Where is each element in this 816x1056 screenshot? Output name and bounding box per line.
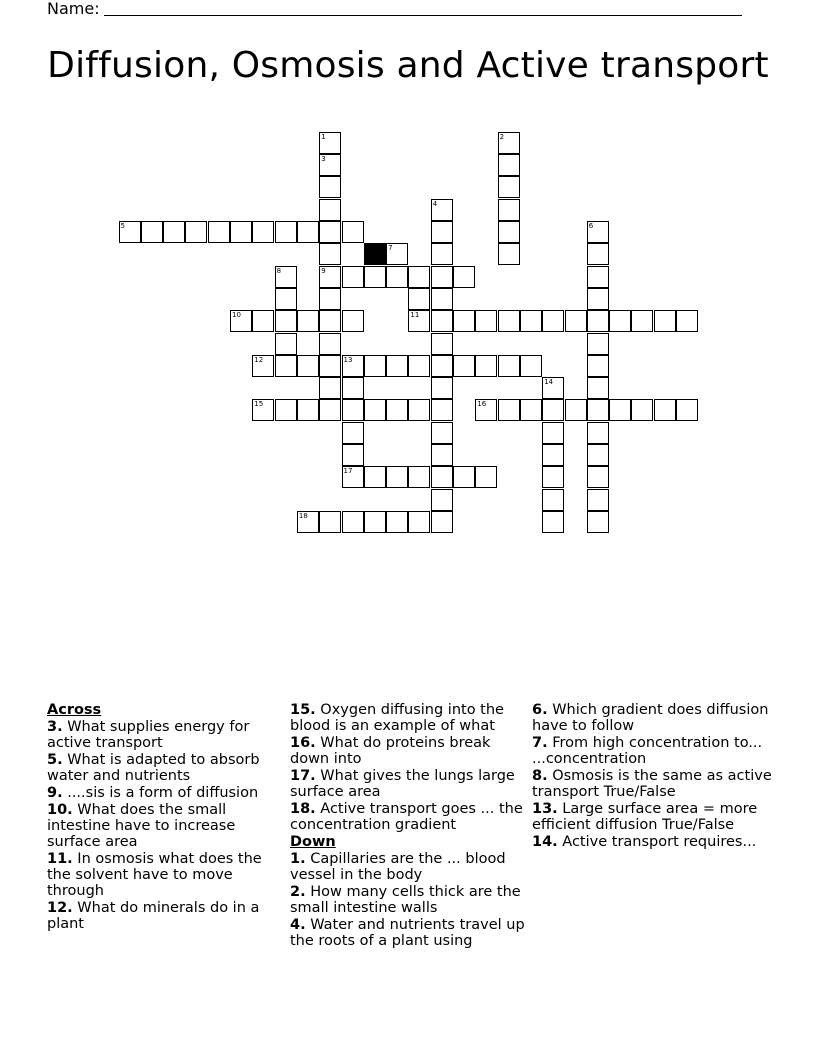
crossword-cell[interactable] [342,355,364,377]
across-clue [290,801,525,833]
crossword-cell[interactable] [297,355,319,377]
clue-text: What supplies energy for active transport [47,719,250,751]
clue-number: 4 [432,199,438,208]
crossword-cell[interactable] [654,399,676,421]
clue-text: Osmosis is the same as active transport True/False [532,768,772,800]
clue-text: Which gradient does diffusion have to follow [532,702,769,734]
clue-number: 9 [321,266,326,275]
crossword-cell[interactable] [587,399,609,421]
clue-number: 5 [120,222,125,230]
crossword-cell[interactable] [542,422,564,444]
clue-number: 10. [47,802,73,818]
across-clue [290,768,525,800]
clue-text: What do minerals do in a plant [47,900,260,932]
crossword-cell[interactable] [275,310,297,332]
clue-number: 17. [290,768,316,784]
down-clue [532,768,772,800]
crossword-cell[interactable] [431,444,453,466]
clue-number: 17 [343,467,353,476]
crossword-cell[interactable] [587,333,609,355]
crossword-cell[interactable] [431,243,453,265]
crossword-cell[interactable] [498,132,520,154]
crossword-cell[interactable] [319,399,341,421]
clue-number: 1 [321,132,326,141]
crossword-cell[interactable] [542,399,564,421]
crossword-cell[interactable] [431,422,453,444]
clue-text: In osmosis what does the the solvent have to move through [47,851,262,899]
clue-number: 15 [254,400,264,409]
down-clue [532,702,772,734]
clue-text: What do proteins break down into [290,735,491,767]
crossword-cell[interactable] [386,243,408,265]
crossword-cell[interactable] [498,221,520,243]
crossword-cell[interactable] [587,266,609,288]
clue-number: 14. [532,834,558,850]
crossword-cell[interactable] [453,310,475,332]
crossword-cell[interactable] [431,399,453,421]
crossword-cell[interactable] [431,511,453,533]
crossword-cell[interactable] [542,444,564,466]
clue-text: How many cells thick are the small intestine walls [290,884,521,916]
across-clue [290,702,525,734]
crossword-cell[interactable] [408,511,430,533]
crossword-cell[interactable] [342,377,364,399]
clues-column-3 [532,702,772,851]
across-clue [47,752,277,784]
crossword-cell[interactable] [475,466,497,488]
crossword-cell[interactable] [431,221,453,243]
crossword-cell[interactable] [386,511,408,533]
clue-number: 16. [290,735,316,751]
across-clue [290,735,525,767]
crossword-cell[interactable] [319,266,341,288]
crossword-cell[interactable] [498,176,520,198]
clue-number: 3 [321,155,326,164]
down-clue [532,735,772,767]
crossword-cell[interactable] [342,221,364,243]
crossword-cell[interactable] [587,377,609,399]
across-clue [47,900,277,932]
crossword-cell[interactable] [431,466,453,488]
clue-number: 9. [47,785,63,801]
down-clue-list [290,851,525,949]
crossword-cell[interactable] [542,310,564,332]
across-clue [47,719,277,751]
across-clue [47,851,277,899]
crossword-cell[interactable] [542,466,564,488]
clue-text: What is adapted to absorb water and nutrients [47,752,260,784]
crossword-cell[interactable] [542,489,564,511]
clue-number: 7 [388,244,393,253]
clue-number: 6 [588,222,594,230]
crossword-cell[interactable] [431,266,453,288]
crossword-cell[interactable] [408,266,430,288]
crossword-cell[interactable] [587,444,609,466]
crossword-cell[interactable] [364,511,386,533]
crossword-cell[interactable] [342,399,364,421]
crossword-cell[interactable] [319,221,341,243]
crossword-cell[interactable] [319,333,341,355]
clue-number: 4. [290,917,306,933]
crossword-cell[interactable] [364,399,386,421]
clue-text: Large surface area = more efficient diffusion True/False [532,801,758,833]
crossword-cell[interactable] [275,355,297,377]
crossword-cell[interactable] [431,199,453,221]
crossword-cell[interactable] [609,310,631,332]
crossword-cell[interactable] [252,221,274,243]
crossword-cell[interactable] [498,355,520,377]
crossword-cell[interactable] [275,288,297,310]
clue-number: 18 [298,511,308,520]
crossword-cell[interactable] [297,511,319,533]
crossword-cell[interactable] [542,377,564,399]
crossword-cell[interactable] [587,466,609,488]
crossword-cell[interactable] [408,310,430,332]
clue-number: 12. [47,900,73,916]
crossword-cell[interactable] [386,466,408,488]
crossword-cell[interactable] [431,288,453,310]
clue-number: 8. [532,768,548,784]
across-clue-list [47,719,277,932]
crossword-cell[interactable] [342,511,364,533]
crossword-cell[interactable] [342,466,364,488]
crossword-cell[interactable] [230,310,252,332]
crossword-cell[interactable] [587,243,609,265]
crossword-cell[interactable] [676,310,698,332]
down-clue [290,917,525,949]
crossword-cell[interactable] [364,355,386,377]
crossword-cell[interactable] [386,355,408,377]
clue-number: 13. [532,801,558,817]
crossword-cell[interactable] [609,399,631,421]
crossword-cell[interactable] [275,333,297,355]
crossword-cell[interactable] [408,466,430,488]
crossword-cell[interactable] [431,355,453,377]
crossword-cell[interactable] [319,176,341,198]
clue-number: 10 [232,311,241,320]
crossword-cell[interactable] [498,310,520,332]
crossword-cell[interactable] [319,288,341,310]
crossword-cell[interactable] [163,221,185,243]
crossword-cell[interactable] [520,355,542,377]
crossword-cell[interactable] [297,399,319,421]
crossword-cell[interactable] [342,444,364,466]
crossword-cell[interactable] [319,154,341,176]
crossword-cell[interactable] [631,310,653,332]
crossword-cell[interactable] [654,310,676,332]
crossword-cell[interactable] [408,288,430,310]
clue-number: 5. [47,752,63,768]
clue-number: 11 [410,311,420,320]
crossword-cell[interactable] [587,422,609,444]
crossword-cell[interactable] [498,154,520,176]
crossword-cell[interactable] [565,399,587,421]
crossword-cell[interactable] [364,466,386,488]
clue-text: From high concentration to... ...concentration [532,735,763,767]
crossword-cell[interactable] [252,355,274,377]
crossword-cell[interactable] [542,511,564,533]
crossword-cell[interactable] [453,355,475,377]
crossword-cell[interactable] [431,377,453,399]
crossword-cell[interactable] [319,377,341,399]
crossword-cell[interactable] [386,266,408,288]
crossword-cell[interactable] [297,221,319,243]
crossword-cell[interactable] [631,399,653,421]
crossword-cell[interactable] [431,489,453,511]
clues-column-1 [47,702,277,933]
crossword-cell[interactable] [587,288,609,310]
crossword-cell[interactable] [275,399,297,421]
clue-number: 15. [290,702,316,718]
clues-column-2 [290,702,525,950]
crossword-cell[interactable] [342,422,364,444]
crossword-cell[interactable] [520,399,542,421]
crossword-cell[interactable] [275,221,297,243]
clue-number: 2 [499,132,505,141]
clue-number: 18. [290,801,316,817]
crossword-cell[interactable] [185,221,207,243]
crossword-cell[interactable] [587,221,609,243]
crossword-cell[interactable] [119,221,141,243]
clue-text: ....sis is a form of diffusion [62,785,259,801]
crossword-cell[interactable] [676,399,698,421]
clue-number: 13 [343,355,353,364]
crossword-cell[interactable] [342,310,364,332]
across-header: Across [47,702,102,718]
crossword-cell[interactable] [252,399,274,421]
clue-number: 11. [47,851,73,867]
clue-number: 14 [544,378,554,387]
crossword-cell[interactable] [453,266,475,288]
crossword-cell[interactable] [252,310,274,332]
crossword-cell[interactable] [587,511,609,533]
crossword-cell[interactable] [319,132,341,154]
crossword-cell[interactable] [475,399,497,421]
crossword-cell[interactable] [475,310,497,332]
crossword-cell[interactable] [342,266,364,288]
clue-number: 16 [477,400,487,409]
crossword-cell[interactable] [319,355,341,377]
crossword-cell[interactable] [319,199,341,221]
crossword-cell[interactable] [520,310,542,332]
crossword-cell[interactable] [587,355,609,377]
crossword-cell[interactable] [141,221,163,243]
down-clue-list-continued [532,702,772,850]
page-title: Diffusion, Osmosis and Active transport [47,45,769,86]
crossword-cell[interactable] [587,489,609,511]
crossword-cell[interactable] [431,310,453,332]
crossword-cell[interactable] [319,310,341,332]
clue-number: 12 [254,355,264,364]
crossword-cell[interactable] [386,399,408,421]
crossword-cell[interactable] [408,355,430,377]
clue-number: 7. [532,735,548,751]
crossword-cell[interactable] [275,266,297,288]
crossword-cell[interactable] [364,266,386,288]
clue-text: Oxygen diffusing into the blood is an example of what [290,702,504,734]
across-clue-list-continued [290,702,525,833]
crossword-cell[interactable] [498,243,520,265]
down-clue [532,801,772,833]
clue-number: 1. [290,851,306,867]
clue-number: 3. [47,719,63,735]
down-clue [290,851,525,883]
crossword-cell[interactable] [408,399,430,421]
crossword-cell[interactable] [297,310,319,332]
down-clue [290,884,525,916]
clue-text: What gives the lungs large surface area [290,768,515,800]
clue-number: 2. [290,884,306,900]
black-square [364,243,386,265]
across-clue [47,802,277,850]
crossword-cell[interactable] [208,221,230,243]
clue-text: Capillaries are the ... blood vessel in the body [290,851,506,883]
crossword-cell[interactable] [319,243,341,265]
crossword-cell[interactable] [498,399,520,421]
crossword-cell[interactable] [453,466,475,488]
across-clue [47,785,277,801]
crossword-cell[interactable] [319,511,341,533]
clue-number: 6. [532,702,548,718]
crossword-cell[interactable] [475,355,497,377]
clue-text: What does the small intestine have to increase surface area [47,802,236,850]
crossword-cell[interactable] [565,310,587,332]
clue-text: Active transport requires... [557,834,757,850]
clue-text: Active transport goes ... the concentration gradient [290,801,523,833]
name-label: Name: [47,0,100,18]
crossword-cell[interactable] [587,310,609,332]
clue-number: 8 [276,266,282,275]
clue-text: Water and nutrients travel up the roots of a plant using [290,917,525,949]
crossword-cell[interactable] [431,333,453,355]
down-header: Down [290,834,336,850]
down-clue [532,834,772,850]
crossword-cell[interactable] [498,199,520,221]
crossword-cell[interactable] [230,221,252,243]
